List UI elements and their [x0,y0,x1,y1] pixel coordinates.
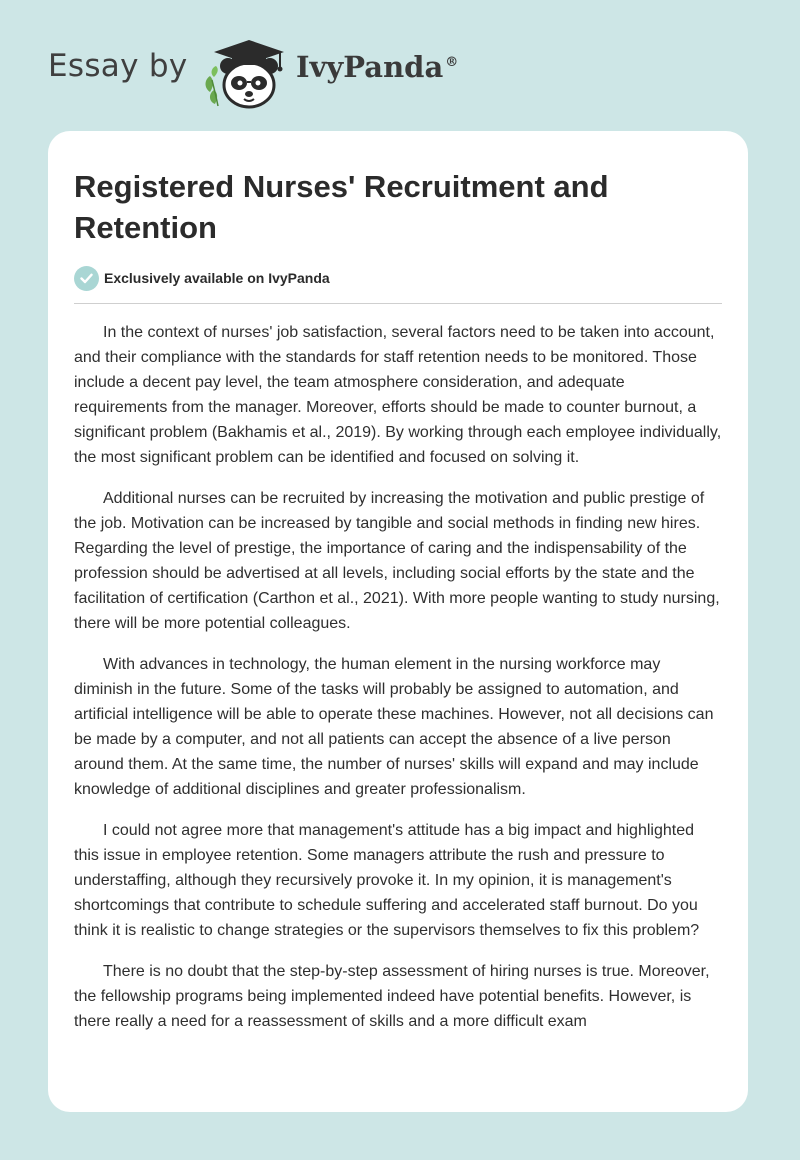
panda-graduate-icon[interactable] [200,36,292,112]
essay-body [74,320,722,1050]
exclusive-badge [74,265,330,291]
title-divider [74,303,722,304]
essay-by-label: Essay by [48,48,188,84]
essay-card [48,131,748,1112]
paragraph: With advances in technology, the human element in the nursing workforce may diminish in the future. Some of the tasks will probably be assigned to automation, and artificial intelligence will be able to operate these machines. However, not all decisions can be made by a computer, and not all patients can accept the absence of a live person around them. At the same time, the number of nurses' skills will expand and may include knowledge of additional disciplines and greater professionalism. [74,656,714,798]
essay-title: Registered Nurses' Recruitment and Retention [74,169,609,245]
paragraph: Additional nurses can be recruited by increasing the motivation and public prestige of the job. Motivation can be increased by tangible and social methods in finding new hires. Regarding the level of prestige, the importance of caring and the indispensability of the profession should be advertised at all levels, including social efforts by the state and the facilitation of certification (Carthon et al., 2021). With more people wanting to study nursing, there will be more potential colleagues. [74,490,720,632]
exclusive-badge-text: Exclusively available on IvyPanda [104,270,330,286]
logo-svg [200,36,292,112]
brand-name-text: IvyPanda [296,50,444,84]
site-header [0,0,800,130]
paragraph: There is no doubt that the step-by-step assessment of hiring nurses is true. Moreover, the fellowship programs being implemented indeed have potential benefits. However, is there really a need for a reassessment of skills and a more difficult exam [74,963,710,1030]
paragraph: In the context of nurses' job satisfaction, several factors need to be taken into account, and their compliance with the standards for staff retention needs to be monitored. Those include a decent pay level, the team atmosphere consideration, and adequate requirements from the manager. Moreover, efforts should be made to counter burnout, a significant problem (Bakhamis et al., 2019). By working through each employee individually, the most significant problem can be identified and focused on solving it. [74,324,722,466]
check-icon [74,266,99,291]
registered-mark: ® [445,55,459,71]
brand-name[interactable] [296,50,458,84]
check-mark-svg [80,273,93,284]
paragraph: I could not agree more that management's attitude has a big impact and highlighted this issue in employee retention. Some managers attribute the rush and pressure to understaffing, although they recursively provoke it. In my opinion, it is management's shortcomings that contribute to schedule suffering and accelerated staff burnout. Do you think it is realistic to change strategies or the supervisors themselves to fix this problem? [74,822,700,939]
